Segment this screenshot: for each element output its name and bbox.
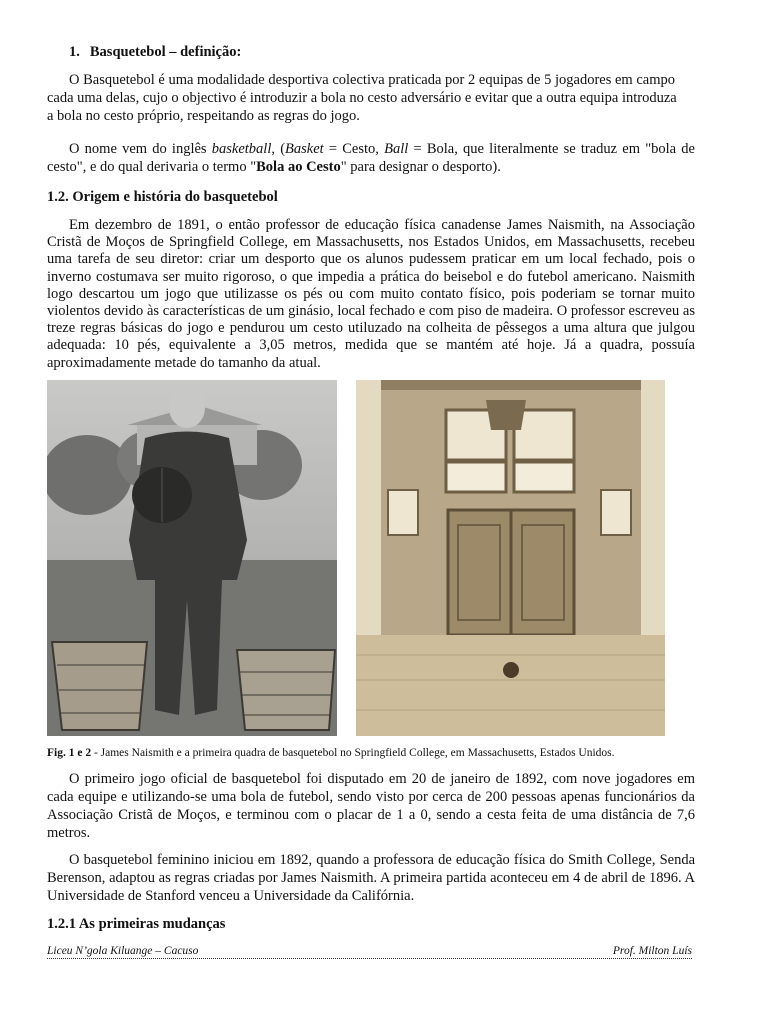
figure-caption: Fig. 1 e 2 - James Naismith e a primeira quadra de basquetebol no Springfield College, em Massachusetts, Estados Unidos. — [47, 747, 615, 759]
section-title: Basquetebol – definição: — [89, 44, 242, 60]
figures — [47, 380, 695, 736]
section-1-2-heading: 1.2. Origem e história do basquetebol — [47, 189, 278, 205]
womens-basketball-paragraph: O basquetebol feminino iniciou em 1892, quando a professora de educação física do Smith College, Senda Berenson, adaptou as regras criadas por James Naismith. A primeira partida aconteceu em 4 de abril de 1896. A Universidade de Stanford venceu a Universidade da Califórnia. — [47, 852, 695, 904]
first-game-paragraph: O primeiro jogo oficial de basquetebol foi disputado em 20 de janeiro de 1892, com nove jogadores em cada equipe e utilizando-se uma bola de futebol, sendo visto por cerca de 200 pessoas apenas funcionários da Associação Cristã de Moços, e terminou com o placar de 1 a 0, sendo a cesta feita de uma distância de 7,6 metros. — [47, 771, 695, 841]
section-1-2-1-heading: 1.2.1 As primeiras mudanças — [47, 916, 226, 932]
section-1-heading — [69, 44, 241, 61]
history-paragraph: Em dezembro de 1891, o então professor de educação física canadense James Naismith, na Associação Cristã de Moços de Springfield College, em Massachusetts, nos Estados Unidos, em Massachusetts, recebeu uma tarefa de seu diretor: criar um desporto que os alunos pudessem praticar em um local fechado, pois o inverno costumava ser muito rigoroso, o que impedia a prática do beisebol e do futebol americano. Naismith logo descartou um jogo que utilizasse os pés ou com muito contato físico, pois poderiam se tornar muito violentos devido às características de um ginásio, local fechado e com piso de madeira. O professor escreveu as treze regras básicas do jogo e pendurou um cesto utiluzado na colheita de pêssegos a uma altura que julgou adequada: 10 pés, equivalente a 3,05 metros, medida que se mantém até hoje. Já a quadra, possuía aproximadamente metade do tamanho da atual. — [47, 217, 695, 371]
footer-school: Liceu N’gola Kiluange – Cacuso — [47, 945, 199, 957]
springfield-court-photo — [356, 380, 665, 736]
etymology-paragraph: O nome vem do inglês basketball, (Basket = Cesto, Ball = Bola, que literalmente se traduz em "bola de cesto", e do qual derivaria o termo "Bola ao Cesto" para designar o desporto). — [47, 141, 695, 175]
footer-teacher: Prof. Milton Luís — [612, 945, 692, 957]
page-footer — [47, 945, 692, 959]
section-number: 1. — [69, 44, 80, 60]
definition-paragraph: O Basquetebol é uma modalidade desportiva colectiva praticada por 2 equipas de 5 jogadores em campo cada uma delas, cujo o objectivo é introduzir a bola no cesto adversário e evitar que a outra equipa introduza a bola no cesto próprio, respeitando as regras do jogo. — [47, 72, 677, 124]
naismith-photo — [47, 380, 337, 736]
